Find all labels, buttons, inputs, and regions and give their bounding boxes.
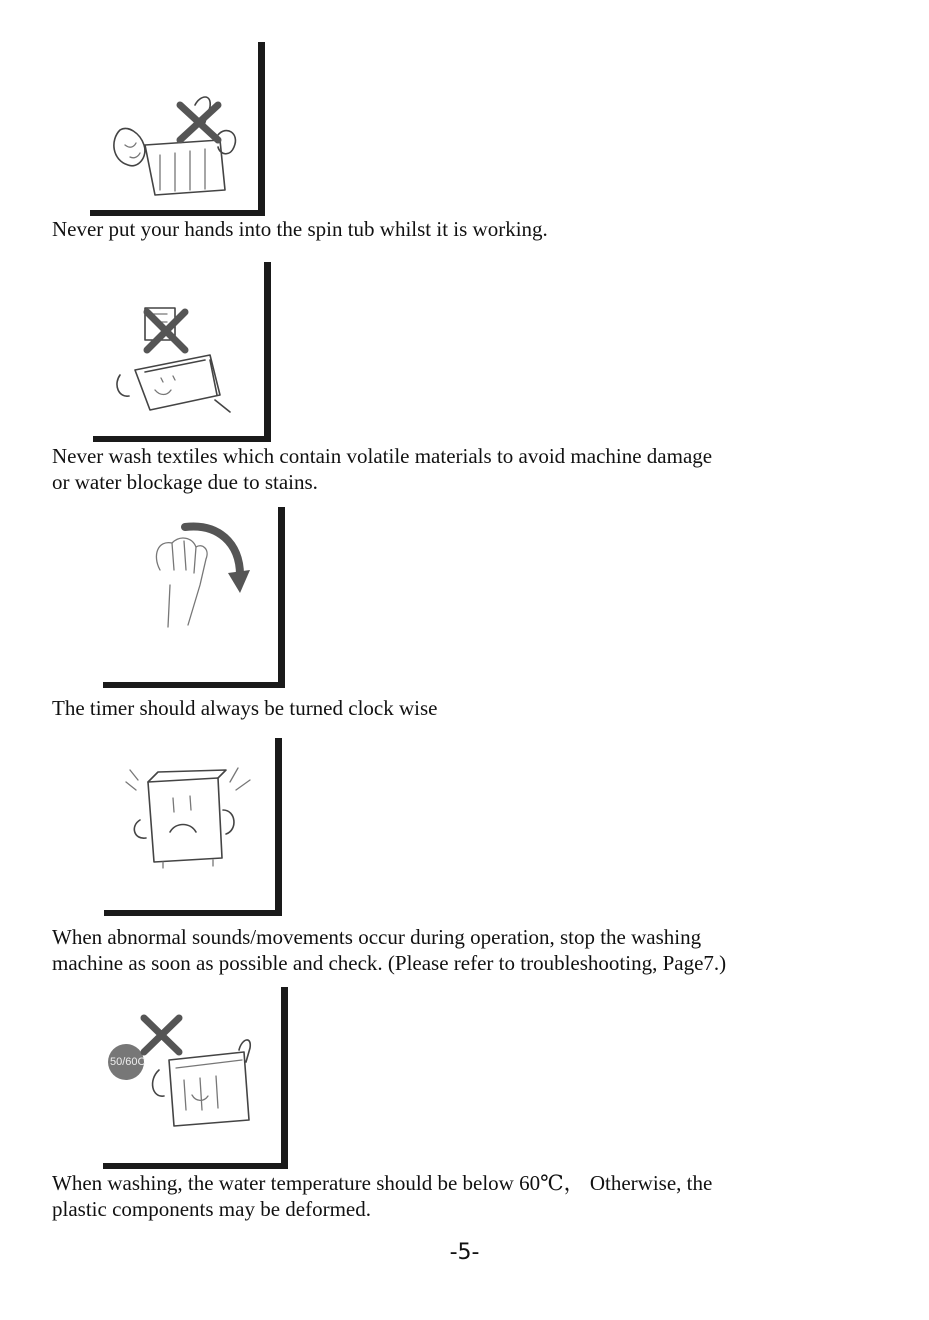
caption-line: Never put your hands into the spin tub whilst it is working. bbox=[52, 217, 548, 241]
caption-line: machine as soon as possible and check. (Please refer to troubleshooting, Page7.) bbox=[52, 951, 727, 975]
temperature-badge: 50/60C bbox=[110, 1056, 146, 1068]
caption-line: When abnormal sounds/movements occur during operation, stop the washing bbox=[52, 925, 702, 949]
caption-2 bbox=[52, 443, 712, 495]
page-number: -5- bbox=[449, 1240, 480, 1265]
caption-1 bbox=[52, 216, 548, 242]
caption-4 bbox=[52, 924, 726, 976]
volatile-textiles-illustration bbox=[105, 300, 245, 430]
hot-water-illustration bbox=[104, 1010, 264, 1130]
caption-line: When washing, the water temperature should be below 60℃， Otherwise, the bbox=[52, 1171, 713, 1195]
timer-clockwise-illustration bbox=[140, 515, 255, 635]
caption-3 bbox=[52, 695, 437, 721]
caption-line: Never wash textiles which contain volatile materials to avoid machine damage bbox=[52, 444, 713, 468]
caption-line: or water blockage due to stains. bbox=[52, 470, 318, 494]
caption-line: The timer should always be turned clock wise bbox=[52, 696, 438, 720]
abnormal-sounds-illustration bbox=[118, 760, 258, 870]
caption-line: plastic components may be deformed. bbox=[52, 1197, 371, 1221]
hands-in-tub-illustration bbox=[100, 85, 245, 200]
caption-5 bbox=[52, 1170, 712, 1222]
